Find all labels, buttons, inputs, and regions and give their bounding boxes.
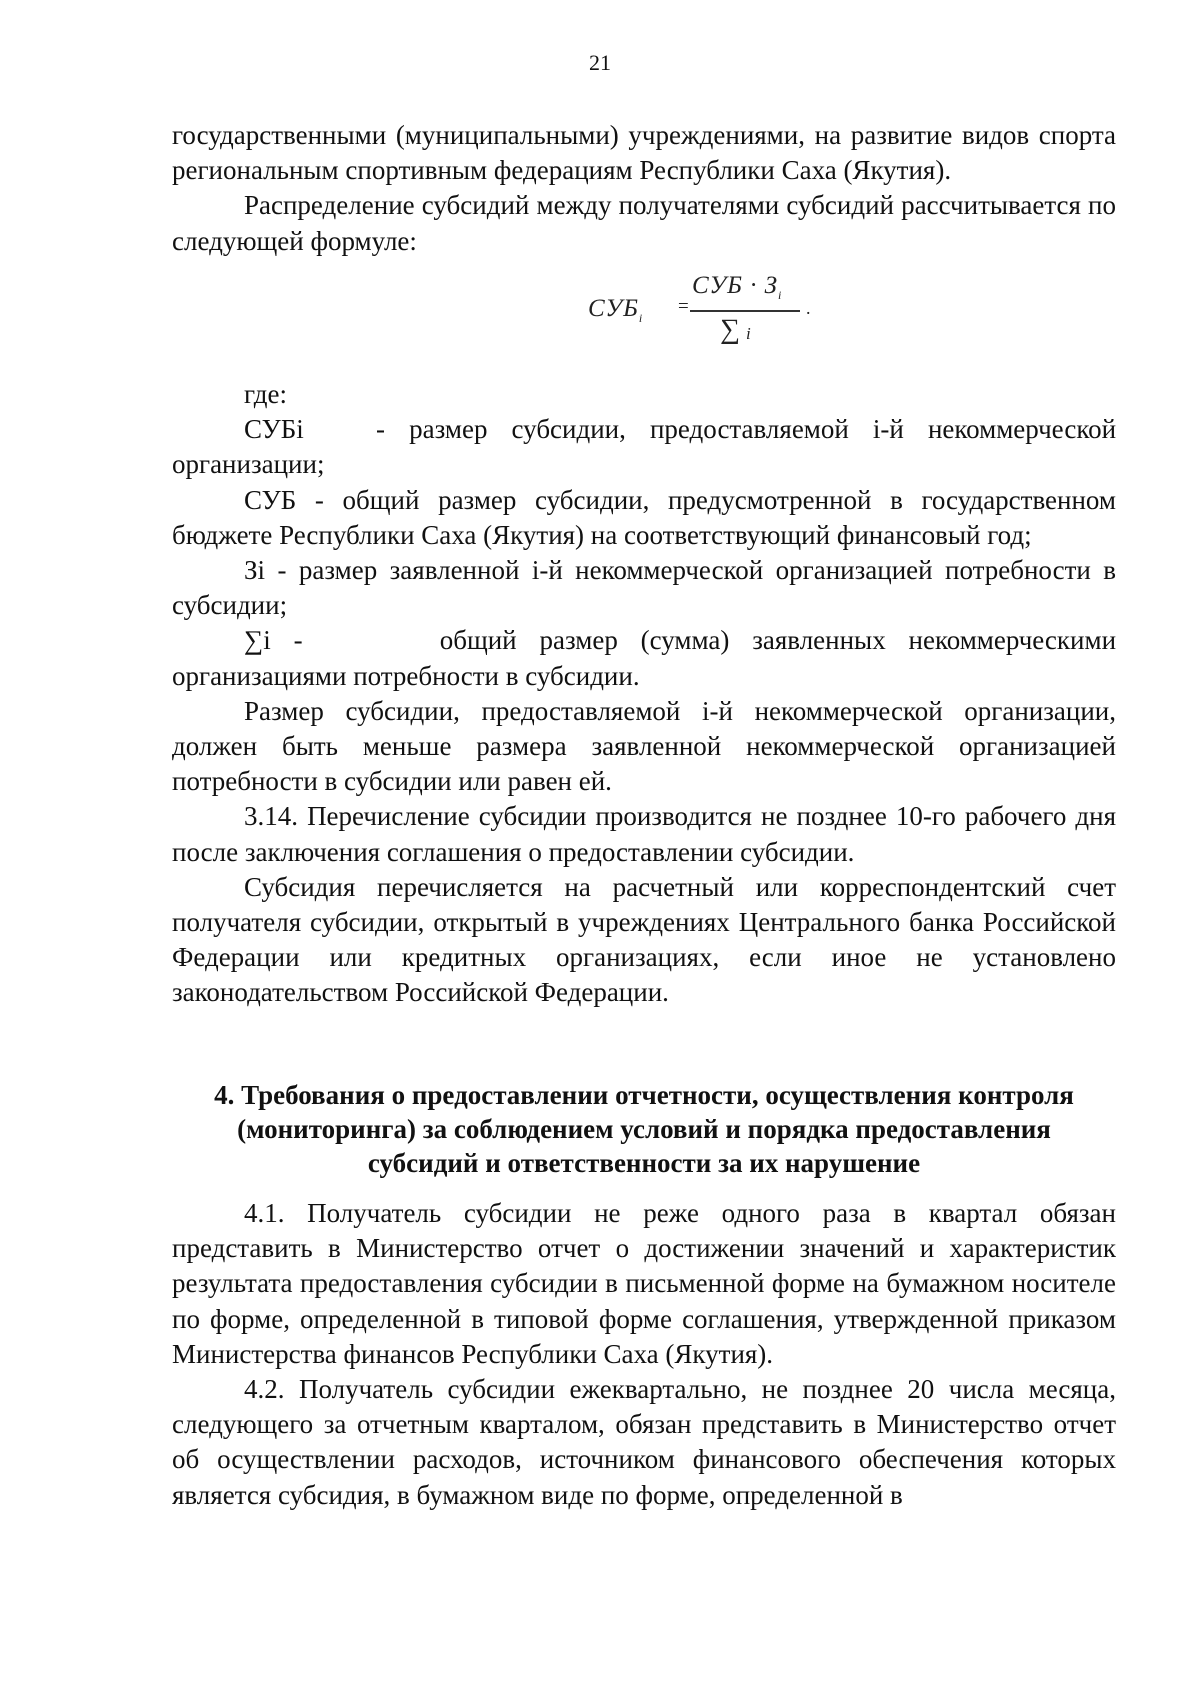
paragraph-transfer-account: Субсидия перечисляется на расчетный или корреспондентский счет получателя субсидии, открытый в учреждениях Центрального банка Российской Федерации или кредитных организациях, если иное не установлено законодательством Российской Федерации. xyxy=(172,871,1116,1008)
text-block-top xyxy=(172,118,1116,259)
definition-zi: Зi - размер заявленной i-й некоммерческой организацией потребности в субсидии; xyxy=(172,555,1116,621)
definition-sum: ∑i - общий размер (сумма) заявленных некоммерческими организациями потребности в субсидии. xyxy=(172,625,1117,691)
section-heading-line: (мониторинга) за соблюдением условий и порядка предоставления xyxy=(237,1114,1051,1144)
subsidy-formula xyxy=(580,270,820,360)
paragraph-4-2: 4.2. Получатель субсидии ежеквартально, не позднее 20 числа месяца, следующего за отчетным кварталом, обязан представить в Министерство отчет об осуществлении расходов, источником финансового обеспечения которых является субсидия, в бумажном виде по форме, определенной в xyxy=(172,1374,1116,1510)
paragraph-3-14: 3.14. Перечисление субсидии производится не позднее 10-го рабочего дня после заключения соглашения о предоставлении субсидии. xyxy=(172,801,1116,867)
formula-numerator: СУБ · $З_i$ xyxy=(692,272,783,302)
formula-lhs: $СУБ_i$ xyxy=(588,295,644,325)
page-number: 21 xyxy=(589,50,611,75)
formula-fraction-bar xyxy=(690,310,800,312)
where-label: где: xyxy=(244,379,287,409)
formula-period: . xyxy=(806,298,811,318)
formula-equals: = xyxy=(678,296,689,317)
text-block-definitions xyxy=(172,377,1116,1011)
formula-denominator: ∑ xyxy=(720,314,740,345)
paragraph-subsidy-limit: Размер субсидии, предоставляемой i-й некоммерческой организации, должен быть меньше размера заявленной некоммерческой организацией потребности в субсидии или равен ей. xyxy=(172,695,1116,797)
paragraph-4-1: 4.1. Получатель субсидии не реже одного раза в квартал обязан представить в Министерство отчет о достижении значений и характеристик результата предоставления субсидии в письменной форме на бумажном носителе по форме, определенной в типовой форме соглашения, утвержденной приказом Министерства финансов Республики Саха (Якутия). xyxy=(172,1198,1116,1369)
definition-sub: СУБ - общий размер субсидии, предусмотренной в государственном бюджете Республики Саха (Якутия) на соответствующий финансовый год; xyxy=(172,484,1117,550)
section-heading-line: 4. Требования о предоставлении отчетности, осуществления контроля xyxy=(214,1080,1074,1110)
definition-subi: СУБi - размер субсидии, предоставляемой i-й некоммерческой организации; xyxy=(172,414,1117,480)
formula-denominator-index: i xyxy=(746,324,751,343)
paragraph-continuation: государственными (муниципальными) учреждениями, на развитие видов спорта региональным спортивным федерациям Республики Саха (Якутия). xyxy=(172,120,1116,186)
text-block-bottom xyxy=(172,1196,1116,1513)
paragraph-formula-intro: Распределение субсидий между получателями субсидий рассчитывается по следующей формуле: xyxy=(172,190,1116,256)
section-heading-line: субсидий и ответственности за их нарушение xyxy=(367,1148,921,1178)
section-4-heading xyxy=(172,1078,1116,1180)
